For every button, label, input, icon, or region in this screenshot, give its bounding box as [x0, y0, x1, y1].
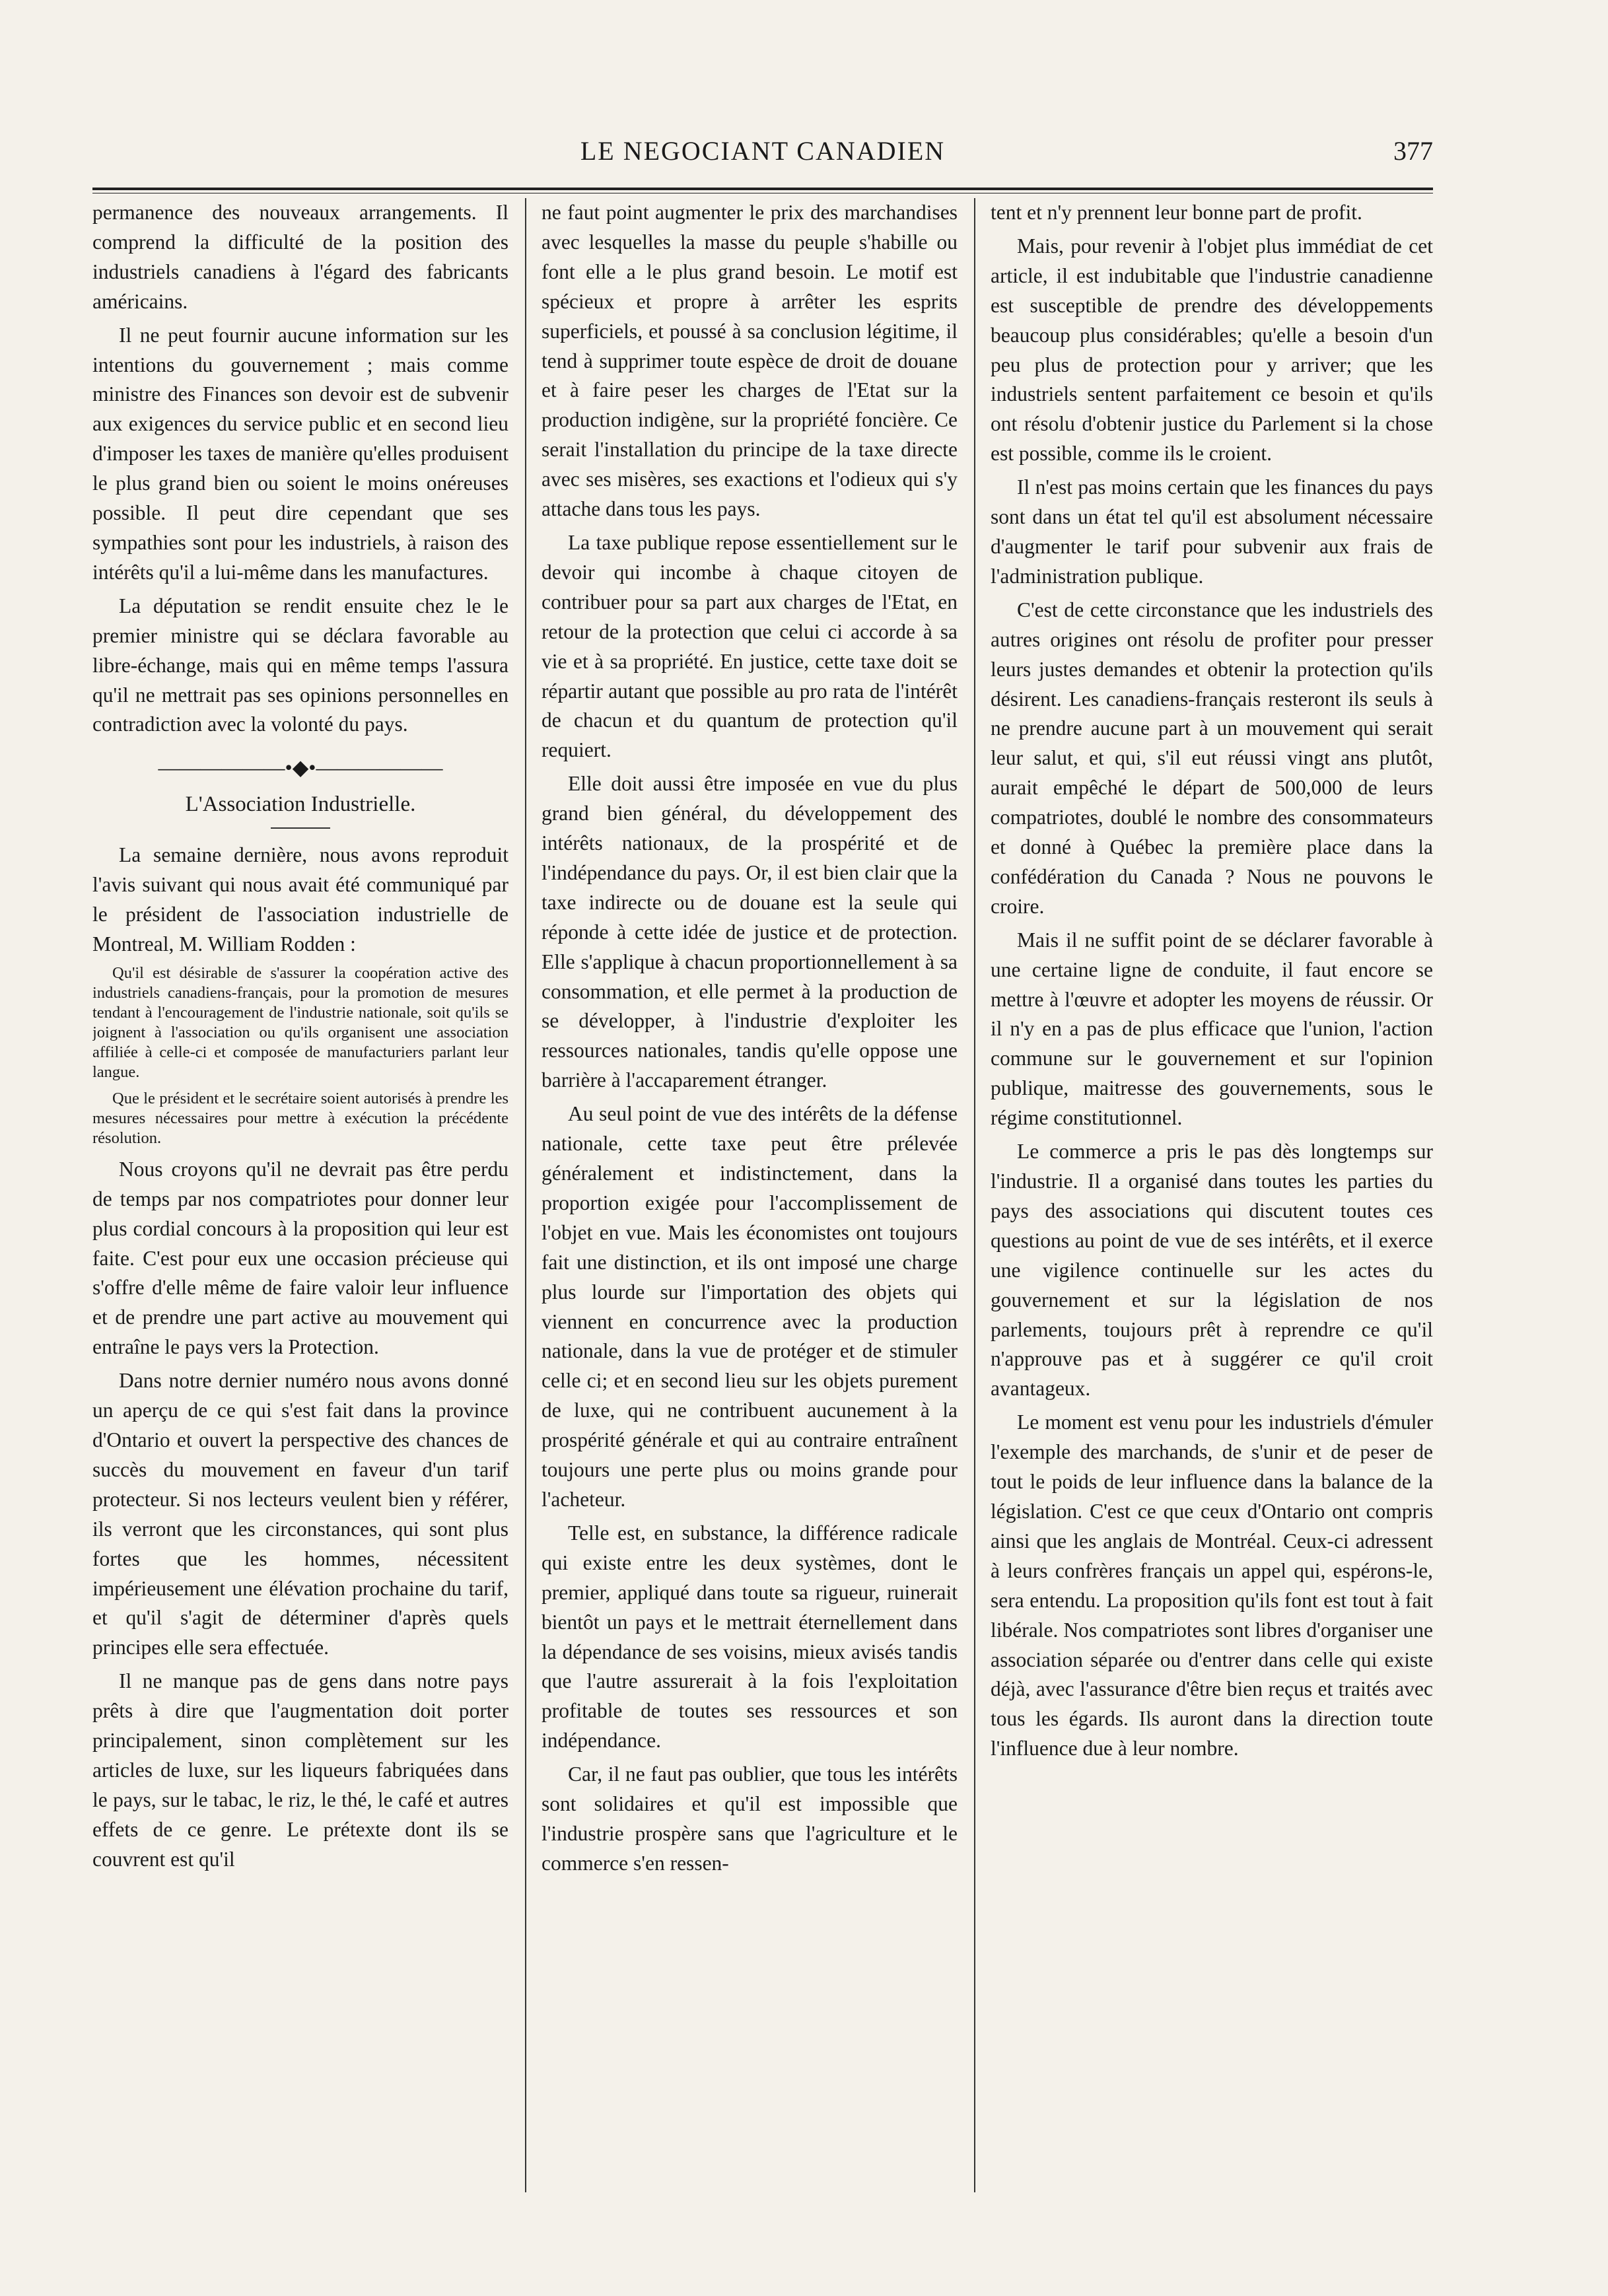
paragraph: Le moment est venu pour les industriels d'émuler l'exemple des marchands, de s'unir et de peser de tout le poids de leur influence dans la balance de la législation. C'est ce que ceux d'Ontario ont compris ainsi que les anglais de Montréal. Ceux-ci adressent à leurs confrères français un appel qui, espérons-le, sera entendu. La proposition qu'ils font est tout à fait libérale. Nos compatriotes sont libres d'organiser une association séparée ou d'entrer dans celle qui existe déjà, avec l'assurance d'être bien reçus et traités avec tous les égards. Ils auront dans la direction toute l'influence due à leur nombre.: [991, 1410, 1433, 1760]
paragraph: Mais il ne suffit point de se déclarer favorable à une certaine ligne de conduite, il faut encore se mettre à l'œuvre et adopter les moyens de réussir. Or il n'y en a pas de plus efficace que l'union, l'action commune sur le gouvernement et sur l'opinion publique, maitresse des gouvernements, sous le régime constitutionnel.: [991, 928, 1433, 1130]
header-rule: [92, 188, 1433, 193]
paragraph: Le commerce a pris le pas dès longtemps sur l'industrie. Il a organisé dans toutes les parties du pays des associations qui discutent toutes ces questions au point de vue de ses intérêts, et il exerce une vigilence continuelle sur les actes du gouvernement et sur la législation de nos parlements, toujours prêt à reprendre ce qu'il n'approuve pas et à suggérer ce qu'il croit avantageux.: [991, 1140, 1433, 1401]
page-header: [92, 135, 1433, 175]
paragraph: Il ne peut fournir aucune information sur les intentions du gouvernement ; mais comme ministre des Finances son devoir est de subvenir aux exigences du service public et en second lieu d'imposer les taxes de manière qu'elles produisent le plus grand bien ou soient le moins onéreuses possible. Il peut dire cependant que ses sympathies sont pour les industriels, à raison des intérêts qu'il a lui-même dans les manufactures.: [92, 323, 508, 584]
paragraph: Telle est, en substance, la différence radicale qui existe entre les deux systèmes, dont le premier, appliqué dans toute sa rigueur, ruinerait bientôt un pays et le mettrait éternellement dans la dépendance de ses voisins, mieux avisés tandis que l'autre assurerait à la fois l'exploitation profitable de toutes ses ressources et son indépendance.: [542, 1521, 958, 1753]
paragraph: Au seul point de vue des intérêts de la défense nationale, cette taxe peut être prélevée généralement et indistinctement, dans la proportion exigée pour l'accomplissement de l'objet en vue. Mais les économistes ont toujours fait une distinction, et ils ont imposé une charge plus lourde sur l'importation des objets qui viennent en concurrence avec la production nationale, dans la vue de protéger et de stimuler celle ci; et en second lieu sur les objets purement de luxe, qui ne contribuent aucunement à la prospérité générale et qui au contraire entraînent toujours une perte plus ou moins grande pour l'acheteur.: [542, 1102, 958, 1511]
paragraph: tent et n'y prennent leur bonne part de profit.: [991, 201, 1362, 224]
paragraph: Mais, pour revenir à l'objet plus immédiat de cet article, il est indubitable que l'industrie canadienne est susceptible de prendre des développements beaucoup plus considérables; qu'elle a besoin d'un peu plus de protection pour y arriver; que les industriels sentent parfaitement ce besoin et qu'ils ont résolu d'obtenir justice du Parlement si la chose est possible, comme ils le croient.: [991, 234, 1433, 466]
paragraph: La députation se rendit ensuite chez le le premier ministre qui se déclara favorable au libre-échange, mais qui en même temps l'assura qu'il ne mettrait pas ses opinions personnelles en contradiction avec la volonté du pays.: [92, 594, 508, 736]
publication-title: LE NEGOCIANT CANADIEN: [580, 136, 946, 166]
paragraph: Il ne manque pas de gens dans notre pays prêts à dire que l'augmentation doit porter principalement, sinon complètement sur les articles de luxe, sur les liqueurs fabriquées dans le pays, sur le tabac, le riz, le thé, le café et autres effets de ce genre. Le prétexte dont ils se couvrent est qu'il: [92, 1669, 508, 1871]
column-3: [991, 198, 1433, 2245]
page-number: 377: [1393, 136, 1433, 166]
column-2: [542, 198, 958, 2245]
paragraph: Nous croyons qu'il ne devrait pas être perdu de temps par nos compatriotes pour donner leur plus cordial concours à la proposition qui leur est faite. C'est pour eux une occasion précieuse qui s'offre d'elle même de faire valoir leur influence et de prendre une part active au mouvement qui entraîne le pays vers la Protection.: [92, 1157, 508, 1359]
quoted-resolution: Que le président et le secrétaire soient autorisés à prendre les mesures nécessaires pour mettre à exécution la précédente résolution.: [92, 1089, 508, 1147]
paragraph: permanence des nouveaux arrangements. Il comprend la difficulté de la position des industriels canadiens à l'égard des fabricants américains.: [92, 201, 508, 313]
paragraph: Elle doit aussi être imposée en vue du plus grand bien général, du développement des intérêts nationaux, de la prospérité et de l'indépendance du pays. Or, il est bien clair que la taxe indirecte ou de douane est la seule qui réponde à cette idée de justice et de protection. Elle s'applique à chacun proportionnellement à sa consommation, et elle permet à la production de se développer, à l'industrie d'exploiter les ressources nationales, tandis qu'elle oppose une barrière à l'accaparement étranger.: [542, 772, 958, 1092]
column-1: [92, 198, 508, 2245]
paragraph: Dans notre dernier numéro nous avons donné un aperçu de ce qui s'est fait dans la province d'Ontario et ouvert la perspective des chances de succès du mouvement en faveur d'un tarif protecteur. Si nos lecteurs veulent bien y référer, ils verront que les circonstances, qui sont plus fortes que les hommes, nécessitent impérieusement une élévation prochaine du tarif, et qu'il s'agit de déterminer d'après quels principes elle sera effectuée.: [92, 1369, 508, 1659]
column-divider: [525, 198, 526, 2192]
section-title: L'Association Industrielle.: [185, 792, 416, 817]
paragraph: La taxe publique repose essentiellement sur le devoir qui incombe à chaque citoyen de contribuer pour sa part aux charges de l'Etat, en retour de la protection que celui ci accorde à sa vie et à sa propriété. En justice, cette taxe doit se répartir autant que possible au pro rata de l'intérêt de chacun et du quantum de protection qu'il requiert.: [542, 530, 958, 762]
column-divider: [974, 198, 975, 2192]
paragraph: Il n'est pas moins certain que les finances du pays sont dans un état tel qu'il est absolument nécessaire d'augmenter le tarif pour subvenir aux frais de l'administration publique.: [991, 475, 1433, 588]
quoted-resolution: Qu'il est désirable de s'assurer la coopération active des industriels canadiens-français, pour la promotion de mesures tendant à l'encouragement de l'industrie nationale, soit qu'ils se joignent à l'association ou qu'ils organisent une association affiliée à celle-ci et composée de manufacturiers parlant leur langue.: [92, 963, 508, 1081]
section-ornament: ——————•◆•——————: [158, 755, 443, 780]
paragraph: ne faut point augmenter le prix des marchandises avec lesquelles la masse du peuple s'habille ou font elle a le plus grand besoin. Le motif est spécieux et propre à arrêter les esprits superficiels, et poussé à sa conclusion légitime, il tend à supprimer toute espèce de droit de douane et à faire peser les charges de l'Etat sur la production indigène, sur la propriété foncière. Ce serait l'installation du principe de la taxe directe avec ses misères, ses exactions et l'odieux qui s'y attache dans tous les pays.: [542, 201, 958, 521]
paragraph: Car, il ne faut pas oublier, que tous les intérêts sont solidaires et qu'il est impossible que l'industrie prospère sans que l'agriculture et le commerce s'en ressen-: [542, 1762, 958, 1875]
paragraph: La semaine dernière, nous avons reproduit l'avis suivant qui nous avait été communiqué par le président de l'association industrielle de Montreal, M. William Rodden :: [92, 843, 508, 956]
title-rule: [271, 827, 330, 829]
paragraph: C'est de cette circonstance que les industriels des autres origines ont résolu de profiter pour presser leurs justes demandes et obtenir la protection qu'ils désirent. Les canadiens-français resteront ils seuls à ne prendre aucune part à un mouvement qui serait leur salut, et qui, s'il eut réussi vingt ans plutôt, aurait empêché le départ de 500,000 de leurs compatriotes, doublé le nombre des consommateurs et donné à Québec la première place dans la confédération du Canada ? Nous ne pouvons le croire.: [991, 598, 1433, 918]
